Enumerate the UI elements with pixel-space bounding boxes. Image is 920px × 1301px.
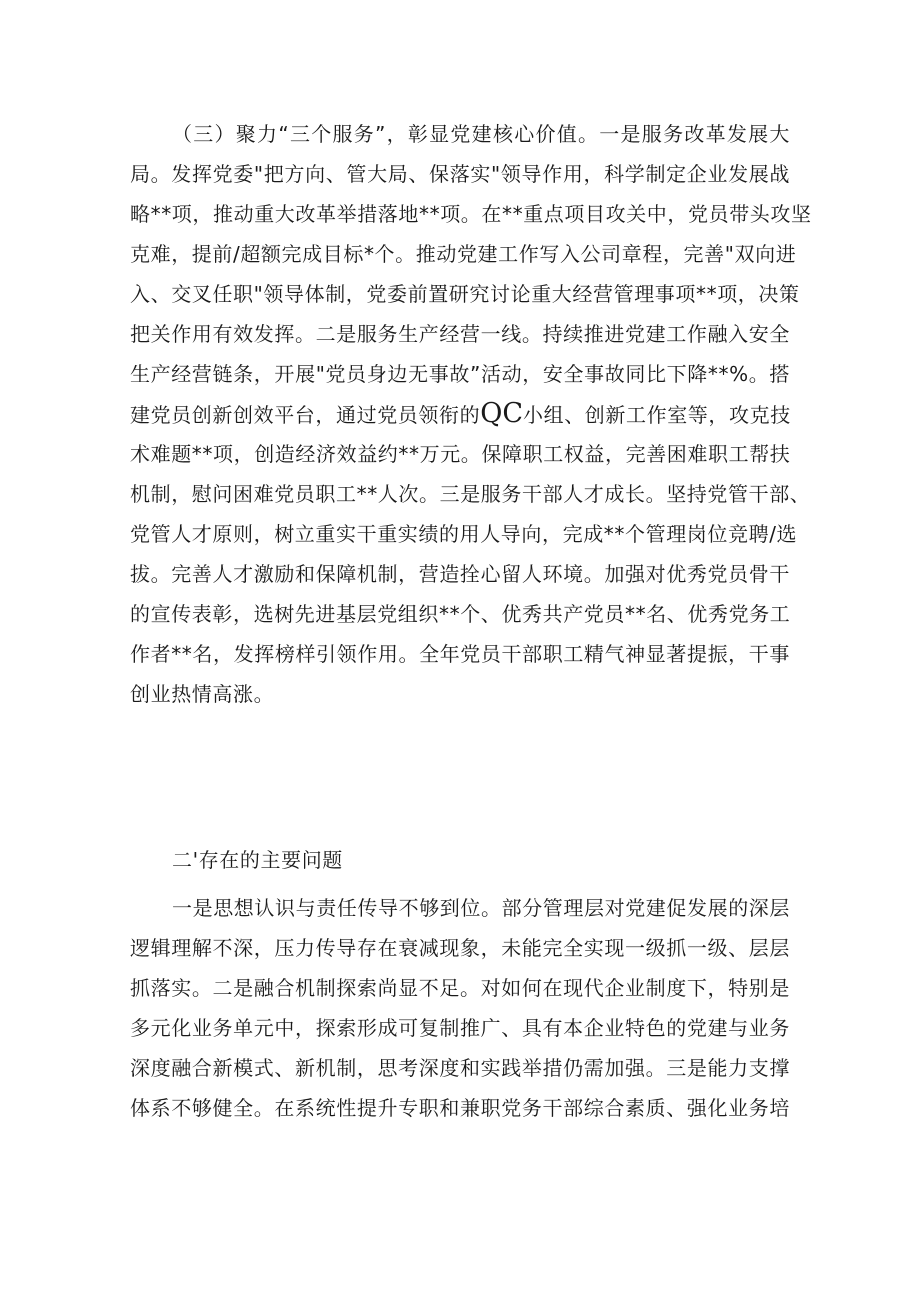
section-heading: 二'存在的主要问题 xyxy=(172,848,343,872)
paragraph-line-last: 创业热情高涨。 xyxy=(130,682,275,706)
paragraph-line-mixed xyxy=(130,394,790,434)
paragraph-line: 体系不够健全。在系统性提升专职和兼职党务干部综合素质、强化业务培 xyxy=(130,1096,790,1120)
paragraph-line: 机制，慰问困难党员职工**人次。三是服务干部人才成长。坚持党管干部、 xyxy=(130,482,811,506)
paragraph-line: 拔。完善人才激励和保障机制，营造拴心留人环境。加强对优秀党员骨干 xyxy=(130,562,790,586)
paragraph-line: 生产经营链条，开展"党员身边无事故”活动，安全事故同比下降**%。搭 xyxy=(130,362,790,386)
paragraph-three-services xyxy=(130,114,812,714)
paragraph-line: （三）聚力“三个服务”，彰显党建核心价值。一是服务改革发展大 xyxy=(172,122,790,146)
paragraph-line: 党管人才原则，树立重实干重实绩的用人导向，完成**个管理岗位竞聘/选 xyxy=(130,522,798,546)
paragraph-line: 把关作用有效发挥。二是服务生产经营一线。持续推进党建工作融入安全 xyxy=(130,322,790,346)
paragraph-line: 多元化业务单元中，探索形成可复制推广、具有本企业特色的党建与业务 xyxy=(130,1016,790,1040)
line-segment: 小组、创新工作室等，攻克技 xyxy=(523,403,791,427)
paragraph-line: 略**项，推动重大改革举措落地**项。在**重点项目攻关中，党员带头攻坚 xyxy=(130,202,812,226)
paragraph-line: 逻辑理解不深，压力传导存在衰减现象，未能完全实现一级抓一级、层层 xyxy=(130,936,790,960)
paragraph-line: 一是思想认识与责任传导不够到位。部分管理层对党建促发展的深层 xyxy=(172,896,790,920)
line-segment: 建党员创新创效平台，通过党员领衔的 xyxy=(130,403,481,427)
paragraph-line: 的宣传表彰，选树先进基层党组织**个、优秀共产党员**名、优秀党务工 xyxy=(130,602,791,626)
paragraph-line: 入、交叉任职"领导体制，党委前置研究讨论重大经营管理事项**项，决策 xyxy=(130,282,800,306)
paragraph-line: 深度融合新模式、新机制，思考深度和实践举措仍需加强。三是能力支撑 xyxy=(130,1056,790,1080)
paragraph-line: 局。发挥党委"把方向、管大局、保落实"领导作用，科学制定企业发展战 xyxy=(130,162,790,186)
paragraph-line: 作者**名，发挥榜样引领作用。全年党员干部职工精气神显著提振，干事 xyxy=(130,642,790,666)
qc-text: QC xyxy=(480,398,523,429)
paragraph-main-problems xyxy=(130,888,790,1128)
paragraph-line: 克难，提前/超额完成目标*个。推动党建工作写入公司章程，完善"双向进 xyxy=(130,242,797,266)
paragraph-line: 术难题**项，创造经济效益约**万元。保障职工权益，完善困难职工帮扶 xyxy=(130,442,791,466)
paragraph-line: 抓落实。二是融合机制探索尚显不足。对如何在现代企业制度下，特别是 xyxy=(130,976,790,1000)
